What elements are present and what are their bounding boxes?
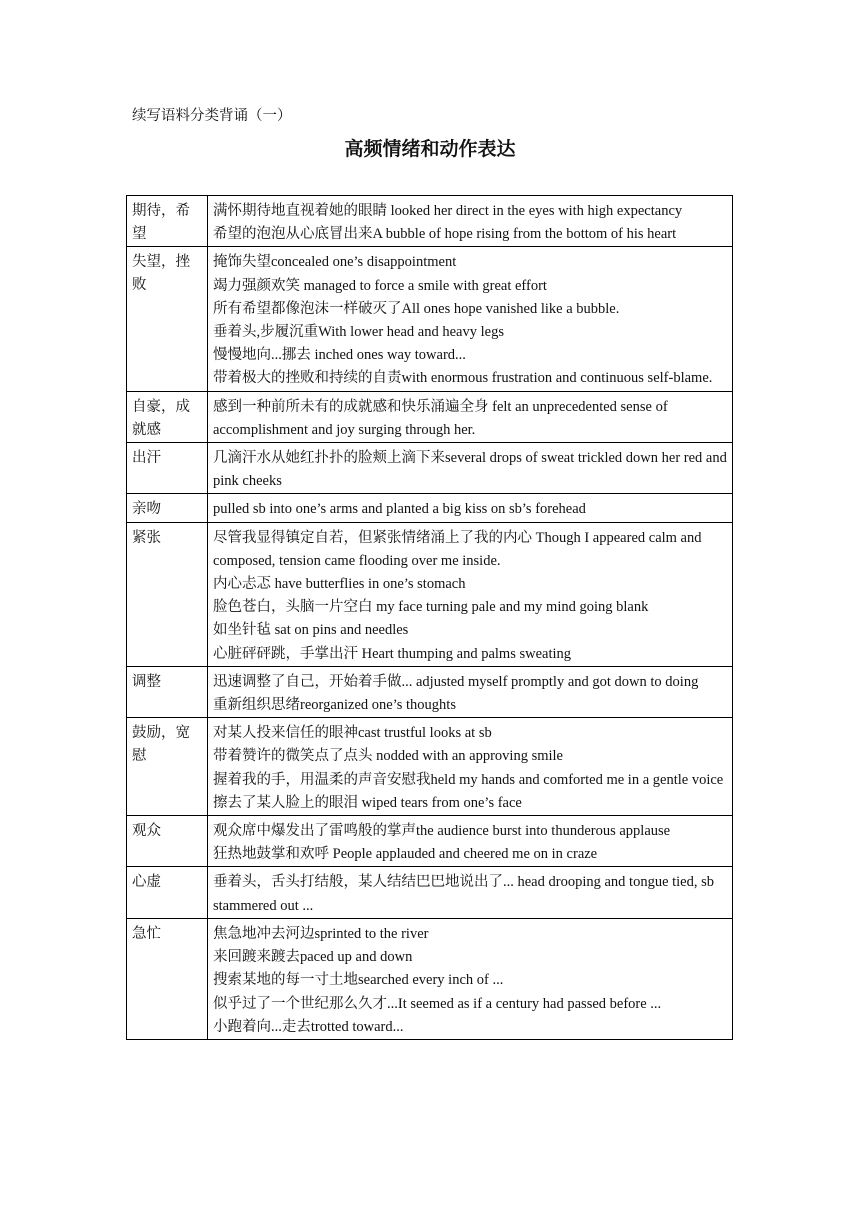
category-cell: 亲吻	[127, 494, 208, 522]
expressions-cell	[208, 494, 733, 522]
expressions-cell	[208, 666, 733, 717]
expressions-cell	[208, 718, 733, 816]
expression-item: 握着我的手，用温柔的声音安慰我held my hands and comforted me in a gentle voice	[213, 771, 724, 788]
expression-item: 似乎过了一个世纪那么久才...It seemed as if a century had passed before ...	[213, 995, 662, 1012]
expressions-cell	[208, 391, 733, 442]
table-row	[127, 867, 733, 918]
expression-item: 内心忐忑 have butterflies in one’s stomach	[213, 576, 466, 593]
expressions-cell	[208, 867, 733, 918]
table-row	[127, 196, 733, 247]
expression-item: 来回踱来踱去paced up and down	[213, 949, 413, 966]
category-cell: 紧张	[127, 522, 208, 666]
expression-item: 垂着头，舌头打结般，某人结结巴巴地说出了... head drooping and tongue tied, sb stammered out ...	[213, 874, 715, 914]
table-row	[127, 494, 733, 522]
expression-item: 小跑着向...走去trotted toward...	[213, 1018, 404, 1035]
category-cell: 观众	[127, 816, 208, 867]
expressions-cell	[208, 196, 733, 247]
table-row	[127, 918, 733, 1039]
table-row	[127, 666, 733, 717]
expression-item: 焦急地冲去河边sprinted to the river	[213, 925, 429, 942]
vocabulary-table-body	[127, 196, 733, 1040]
expression-item: 擦去了某人脸上的眼泪 wiped tears from one’s face	[213, 794, 522, 811]
category-cell: 出汗	[127, 443, 208, 494]
expressions-cell	[208, 816, 733, 867]
expression-item: 慢慢地向...挪去 inched ones way toward...	[213, 347, 466, 364]
expression-item: 脸色苍白，头脑一片空白 my face turning pale and my mind going blank	[213, 599, 649, 616]
expression-item: 希望的泡泡从心底冒出来A bubble of hope rising from the bottom of his heart	[213, 226, 677, 243]
expression-item: 观众席中爆发出了雷鸣般的掌声the audience burst into thunderous applause	[213, 823, 671, 840]
category-cell: 期待，希望	[127, 196, 208, 247]
category-cell: 鼓励，宽慰	[127, 718, 208, 816]
table-row	[127, 816, 733, 867]
expression-item: 搜索某地的每一寸土地searched every inch of ...	[213, 972, 504, 989]
category-cell: 心虚	[127, 867, 208, 918]
expression-item: 竭力强颜欢笑 managed to force a smile with great effort	[213, 277, 547, 294]
expression-item: 心脏砰砰跳，手掌出汗 Heart thumping and palms sweating	[213, 645, 572, 662]
expression-item: 尽管我显得镇定自若，但紧张情绪涌上了我的内心 Though I appeared calm and composed, tension came flooding over me inside.	[213, 529, 702, 569]
expression-item: 满怀期待地直视着她的眼睛 looked her direct in the eyes with high expectancy	[213, 203, 683, 219]
expression-item: 如坐针毡 sat on pins and needles	[213, 622, 409, 639]
vocabulary-table	[126, 195, 733, 1040]
category-cell: 失望，挫败	[127, 247, 208, 391]
expression-item: 对某人投来信任的眼神cast trustful looks at sb	[213, 725, 492, 742]
category-cell: 急忙	[127, 918, 208, 1039]
expression-item: 带着极大的挫败和持续的自责with enormous frustration and continuous self-blame.	[213, 370, 713, 387]
expression-item: 重新组织思绪reorganized one’s thoughts	[213, 697, 456, 714]
expression-item: pulled sb into one’s arms and planted a big kiss on sb’s forehead	[213, 501, 586, 518]
expressions-cell	[208, 522, 733, 666]
expression-item: 垂着头,步履沉重With lower head and heavy legs	[213, 324, 504, 341]
expression-item: 几滴汗水从她红扑扑的脸颊上滴下来several drops of sweat trickled down her red and pink cheeks	[213, 450, 727, 490]
category-cell: 自豪，成就感	[127, 391, 208, 442]
category-cell: 调整	[127, 666, 208, 717]
table-row	[127, 247, 733, 391]
document-subtitle: 续写语料分类背诵（一）	[132, 108, 292, 124]
expression-item: 所有希望都像泡沫一样破灭了All ones hope vanished like a bubble.	[213, 300, 620, 317]
expression-item: 感到一种前所未有的成就感和快乐涌遍全身 felt an unprecedented sense of accomplishment and joy surging through her.	[213, 398, 668, 438]
expressions-cell	[208, 247, 733, 391]
table-row	[127, 443, 733, 494]
expressions-cell	[208, 443, 733, 494]
expression-item: 带着赞许的微笑点了点头 nodded with an approving smile	[213, 748, 563, 765]
expressions-cell	[208, 918, 733, 1039]
table-row	[127, 718, 733, 816]
table-row	[127, 391, 733, 442]
document-title: 高频情绪和动作表达	[344, 138, 516, 160]
table-row	[127, 522, 733, 666]
expression-item: 狂热地鼓掌和欢呼 People applauded and cheered me on in craze	[213, 846, 598, 863]
expression-item: 掩饰失望concealed one’s disappointment	[213, 254, 457, 271]
expression-item: 迅速调整了自己，开始着手做... adjusted myself promptly and got down to doing	[213, 673, 699, 690]
